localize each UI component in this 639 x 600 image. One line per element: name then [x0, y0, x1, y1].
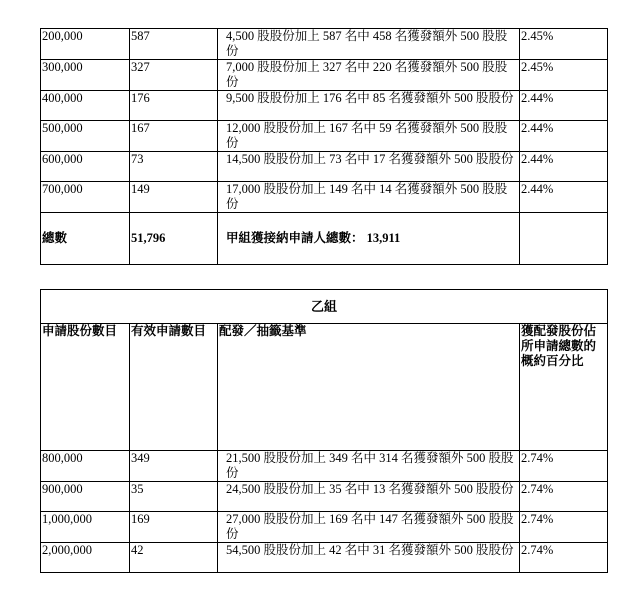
basis-cell: 27,000 股股份加上 169 名中 147 名獲發額外 500 股股份 [218, 512, 520, 543]
shares-cell: 900,000 [41, 482, 130, 512]
percentage-cell: 2.45% [520, 29, 608, 60]
shares-cell: 400,000 [41, 91, 130, 121]
applications-cell: 169 [130, 512, 218, 543]
table-row [41, 512, 608, 543]
percentage-cell: 2.74% [520, 482, 608, 512]
applications-cell: 176 [130, 91, 218, 121]
basis-cell: 24,500 股股份加上 35 名中 13 名獲發額外 500 股股份 [218, 482, 520, 512]
header-percentage: 獲配發股份佔所申請總數的概約百分比 [520, 324, 608, 451]
total-row [41, 213, 608, 265]
table-row [41, 29, 608, 60]
shares-cell: 1,000,000 [41, 512, 130, 543]
basis-cell: 14,500 股股份加上 73 名中 17 名獲發額外 500 股股份 [218, 152, 520, 182]
shares-cell: 600,000 [41, 152, 130, 182]
group-a-table [40, 28, 608, 265]
applications-cell: 349 [130, 451, 218, 482]
applications-cell: 42 [130, 543, 218, 573]
group-b-title-row [41, 290, 608, 324]
shares-cell: 800,000 [41, 451, 130, 482]
header-basis: 配發／抽籤基準 [218, 324, 520, 451]
basis-cell: 12,000 股股份加上 167 名中 59 名獲發額外 500 股股份 [218, 121, 520, 152]
percentage-cell: 2.44% [520, 152, 608, 182]
applications-cell: 35 [130, 482, 218, 512]
applications-cell: 587 [130, 29, 218, 60]
percentage-cell: 2.74% [520, 512, 608, 543]
applications-cell: 73 [130, 152, 218, 182]
percentage-cell: 2.44% [520, 182, 608, 213]
basis-cell: 7,000 股股份加上 327 名中 220 名獲發額外 500 股股份 [218, 60, 520, 91]
percentage-cell: 2.44% [520, 91, 608, 121]
basis-cell: 9,500 股股份加上 176 名中 85 名獲發額外 500 股股份 [218, 91, 520, 121]
shares-cell: 300,000 [41, 60, 130, 91]
percentage-cell: 2.44% [520, 121, 608, 152]
percentage-cell: 2.45% [520, 60, 608, 91]
table-row [41, 451, 608, 482]
shares-cell: 200,000 [41, 29, 130, 60]
table-row [41, 91, 608, 121]
basis-cell: 4,500 股股份加上 587 名中 458 名獲發額外 500 股股份 [218, 29, 520, 60]
applications-cell: 149 [130, 182, 218, 213]
percentage-cell: 2.74% [520, 543, 608, 573]
basis-cell: 54,500 股股份加上 42 名中 31 名獲發額外 500 股股份 [218, 543, 520, 573]
total-label: 總數 [41, 213, 130, 265]
total-empty-cell [520, 213, 608, 265]
basis-cell: 17,000 股股份加上 149 名中 14 名獲發額外 500 股股份 [218, 182, 520, 213]
applications-cell: 167 [130, 121, 218, 152]
table-row [41, 121, 608, 152]
table-row [41, 60, 608, 91]
table-row [41, 543, 608, 573]
group-b-table [40, 289, 608, 573]
shares-cell: 500,000 [41, 121, 130, 152]
header-applications: 有效申請數目 [130, 324, 218, 451]
table-row [41, 182, 608, 213]
applications-cell: 327 [130, 60, 218, 91]
header-row [41, 324, 608, 451]
header-shares: 申請股份數目 [41, 324, 130, 451]
basis-cell: 21,500 股股份加上 349 名中 314 名獲發額外 500 股股份 [218, 451, 520, 482]
table-row [41, 152, 608, 182]
shares-cell: 700,000 [41, 182, 130, 213]
group-b-title: 乙組 [41, 290, 608, 324]
total-applications: 51,796 [130, 213, 218, 265]
total-successful-applicants: 甲組獲接納申請人總數： 13,911 [218, 213, 520, 265]
table-row [41, 482, 608, 512]
shares-cell: 2,000,000 [41, 543, 130, 573]
percentage-cell: 2.74% [520, 451, 608, 482]
